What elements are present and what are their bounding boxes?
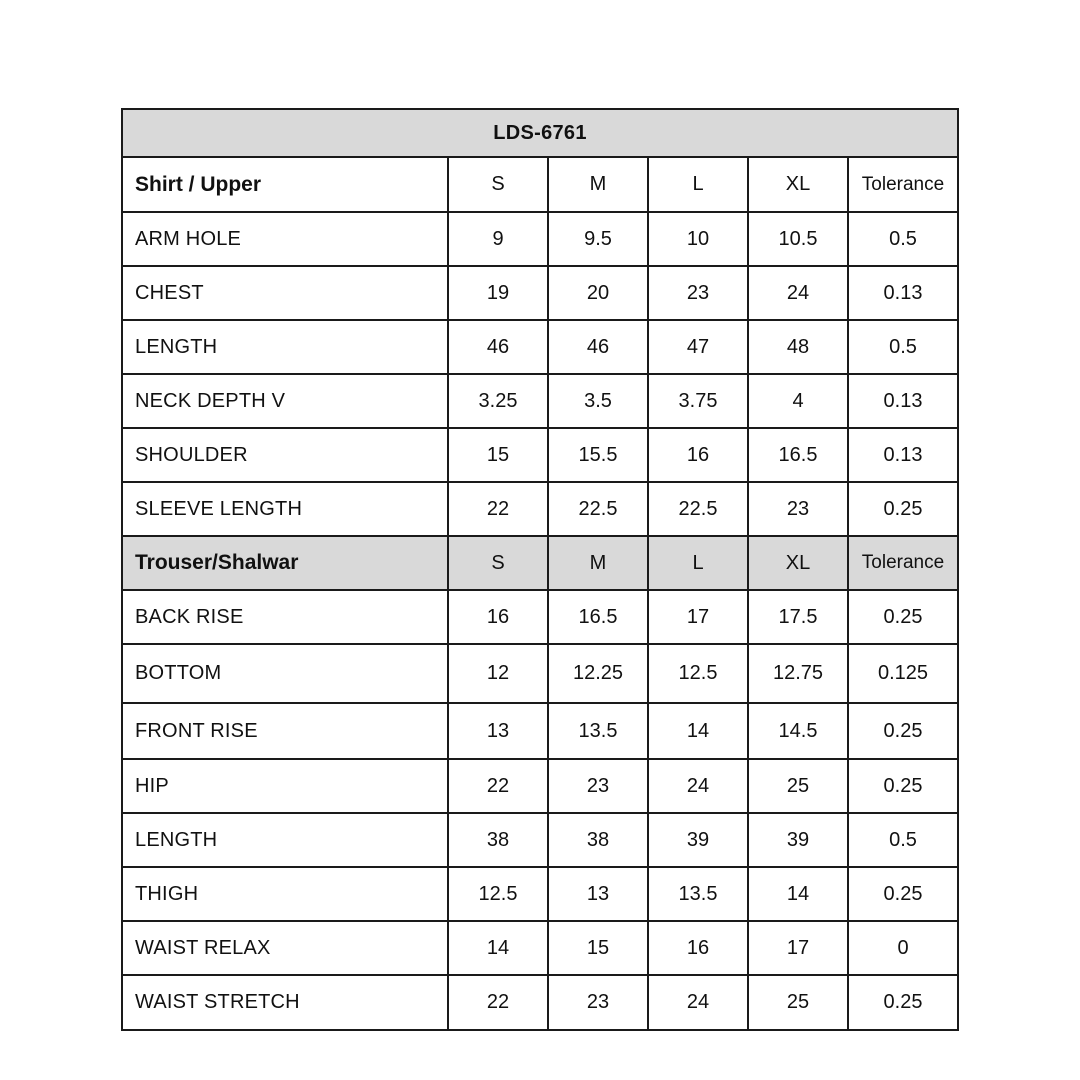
table-row: [123, 428, 957, 482]
table-row: [123, 320, 957, 374]
value-xl: 25: [748, 759, 848, 813]
value-l: 14: [648, 703, 748, 759]
value-l: 47: [648, 320, 748, 374]
table-row: [123, 590, 957, 644]
value-s: 22: [448, 759, 548, 813]
value-xl: 25: [748, 975, 848, 1029]
measurement-table: [123, 158, 957, 1029]
shirt-section-title: Shirt / Upper: [123, 158, 448, 212]
value-s: 9: [448, 212, 548, 266]
value-xl: 12.75: [748, 644, 848, 703]
value-s: 22: [448, 482, 548, 536]
size-header-m: M: [548, 158, 648, 212]
value-m: 13: [548, 867, 648, 921]
value-tolerance: 0.25: [848, 867, 957, 921]
tolerance-header: Tolerance: [848, 158, 957, 212]
table-row: [123, 644, 957, 703]
value-m: 46: [548, 320, 648, 374]
value-l: 12.5: [648, 644, 748, 703]
measurement-name: SLEEVE LENGTH: [123, 482, 448, 536]
tolerance-header: Tolerance: [848, 536, 957, 590]
size-header-xl: XL: [748, 536, 848, 590]
value-tolerance: 0: [848, 921, 957, 975]
table-row: [123, 813, 957, 867]
size-header-s: S: [448, 536, 548, 590]
value-m: 13.5: [548, 703, 648, 759]
measurement-name: WAIST RELAX: [123, 921, 448, 975]
table-row: [123, 374, 957, 428]
value-tolerance: 0.25: [848, 703, 957, 759]
measurement-name: ARM HOLE: [123, 212, 448, 266]
size-chart: [121, 108, 959, 1031]
measurement-name: LENGTH: [123, 813, 448, 867]
value-l: 23: [648, 266, 748, 320]
measurement-name: BACK RISE: [123, 590, 448, 644]
measurement-name: WAIST STRETCH: [123, 975, 448, 1029]
value-s: 46: [448, 320, 548, 374]
value-tolerance: 0.5: [848, 813, 957, 867]
shirt-header-row: [123, 158, 957, 212]
value-s: 3.25: [448, 374, 548, 428]
value-m: 9.5: [548, 212, 648, 266]
value-m: 3.5: [548, 374, 648, 428]
table-row: [123, 921, 957, 975]
measurement-name: BOTTOM: [123, 644, 448, 703]
value-m: 23: [548, 759, 648, 813]
size-header-l: L: [648, 158, 748, 212]
style-code-title: LDS-6761: [123, 110, 957, 158]
value-tolerance: 0.13: [848, 266, 957, 320]
value-s: 15: [448, 428, 548, 482]
value-xl: 17: [748, 921, 848, 975]
value-m: 38: [548, 813, 648, 867]
value-tolerance: 0.5: [848, 320, 957, 374]
table-row: [123, 212, 957, 266]
value-s: 19: [448, 266, 548, 320]
value-s: 38: [448, 813, 548, 867]
value-l: 22.5: [648, 482, 748, 536]
value-xl: 10.5: [748, 212, 848, 266]
value-l: 10: [648, 212, 748, 266]
table-row: [123, 867, 957, 921]
trouser-header-row: [123, 536, 957, 590]
value-m: 20: [548, 266, 648, 320]
value-tolerance: 0.25: [848, 759, 957, 813]
trouser-section-title: Trouser/Shalwar: [123, 536, 448, 590]
value-xl: 14.5: [748, 703, 848, 759]
value-m: 16.5: [548, 590, 648, 644]
value-s: 22: [448, 975, 548, 1029]
value-m: 22.5: [548, 482, 648, 536]
measurement-name: NECK DEPTH V: [123, 374, 448, 428]
measurement-name: THIGH: [123, 867, 448, 921]
measurement-name: SHOULDER: [123, 428, 448, 482]
value-l: 17: [648, 590, 748, 644]
value-s: 12.5: [448, 867, 548, 921]
table-row: [123, 975, 957, 1029]
value-l: 16: [648, 921, 748, 975]
table-row: [123, 266, 957, 320]
size-header-xl: XL: [748, 158, 848, 212]
value-xl: 39: [748, 813, 848, 867]
value-l: 39: [648, 813, 748, 867]
value-tolerance: 0.25: [848, 482, 957, 536]
size-header-s: S: [448, 158, 548, 212]
value-s: 16: [448, 590, 548, 644]
value-xl: 16.5: [748, 428, 848, 482]
table-row: [123, 703, 957, 759]
value-xl: 48: [748, 320, 848, 374]
value-m: 23: [548, 975, 648, 1029]
measurement-name: LENGTH: [123, 320, 448, 374]
size-header-l: L: [648, 536, 748, 590]
value-tolerance: 0.5: [848, 212, 957, 266]
value-l: 24: [648, 759, 748, 813]
value-xl: 17.5: [748, 590, 848, 644]
measurement-name: CHEST: [123, 266, 448, 320]
size-header-m: M: [548, 536, 648, 590]
value-tolerance: 0.125: [848, 644, 957, 703]
table-row: [123, 482, 957, 536]
table-row: [123, 759, 957, 813]
value-s: 13: [448, 703, 548, 759]
measurement-name: HIP: [123, 759, 448, 813]
value-s: 14: [448, 921, 548, 975]
value-l: 3.75: [648, 374, 748, 428]
value-xl: 23: [748, 482, 848, 536]
value-xl: 24: [748, 266, 848, 320]
value-l: 16: [648, 428, 748, 482]
value-m: 15: [548, 921, 648, 975]
value-l: 24: [648, 975, 748, 1029]
value-m: 15.5: [548, 428, 648, 482]
value-tolerance: 0.13: [848, 374, 957, 428]
value-m: 12.25: [548, 644, 648, 703]
value-tolerance: 0.25: [848, 590, 957, 644]
measurement-name: FRONT RISE: [123, 703, 448, 759]
value-xl: 4: [748, 374, 848, 428]
value-tolerance: 0.13: [848, 428, 957, 482]
value-s: 12: [448, 644, 548, 703]
value-tolerance: 0.25: [848, 975, 957, 1029]
value-l: 13.5: [648, 867, 748, 921]
value-xl: 14: [748, 867, 848, 921]
